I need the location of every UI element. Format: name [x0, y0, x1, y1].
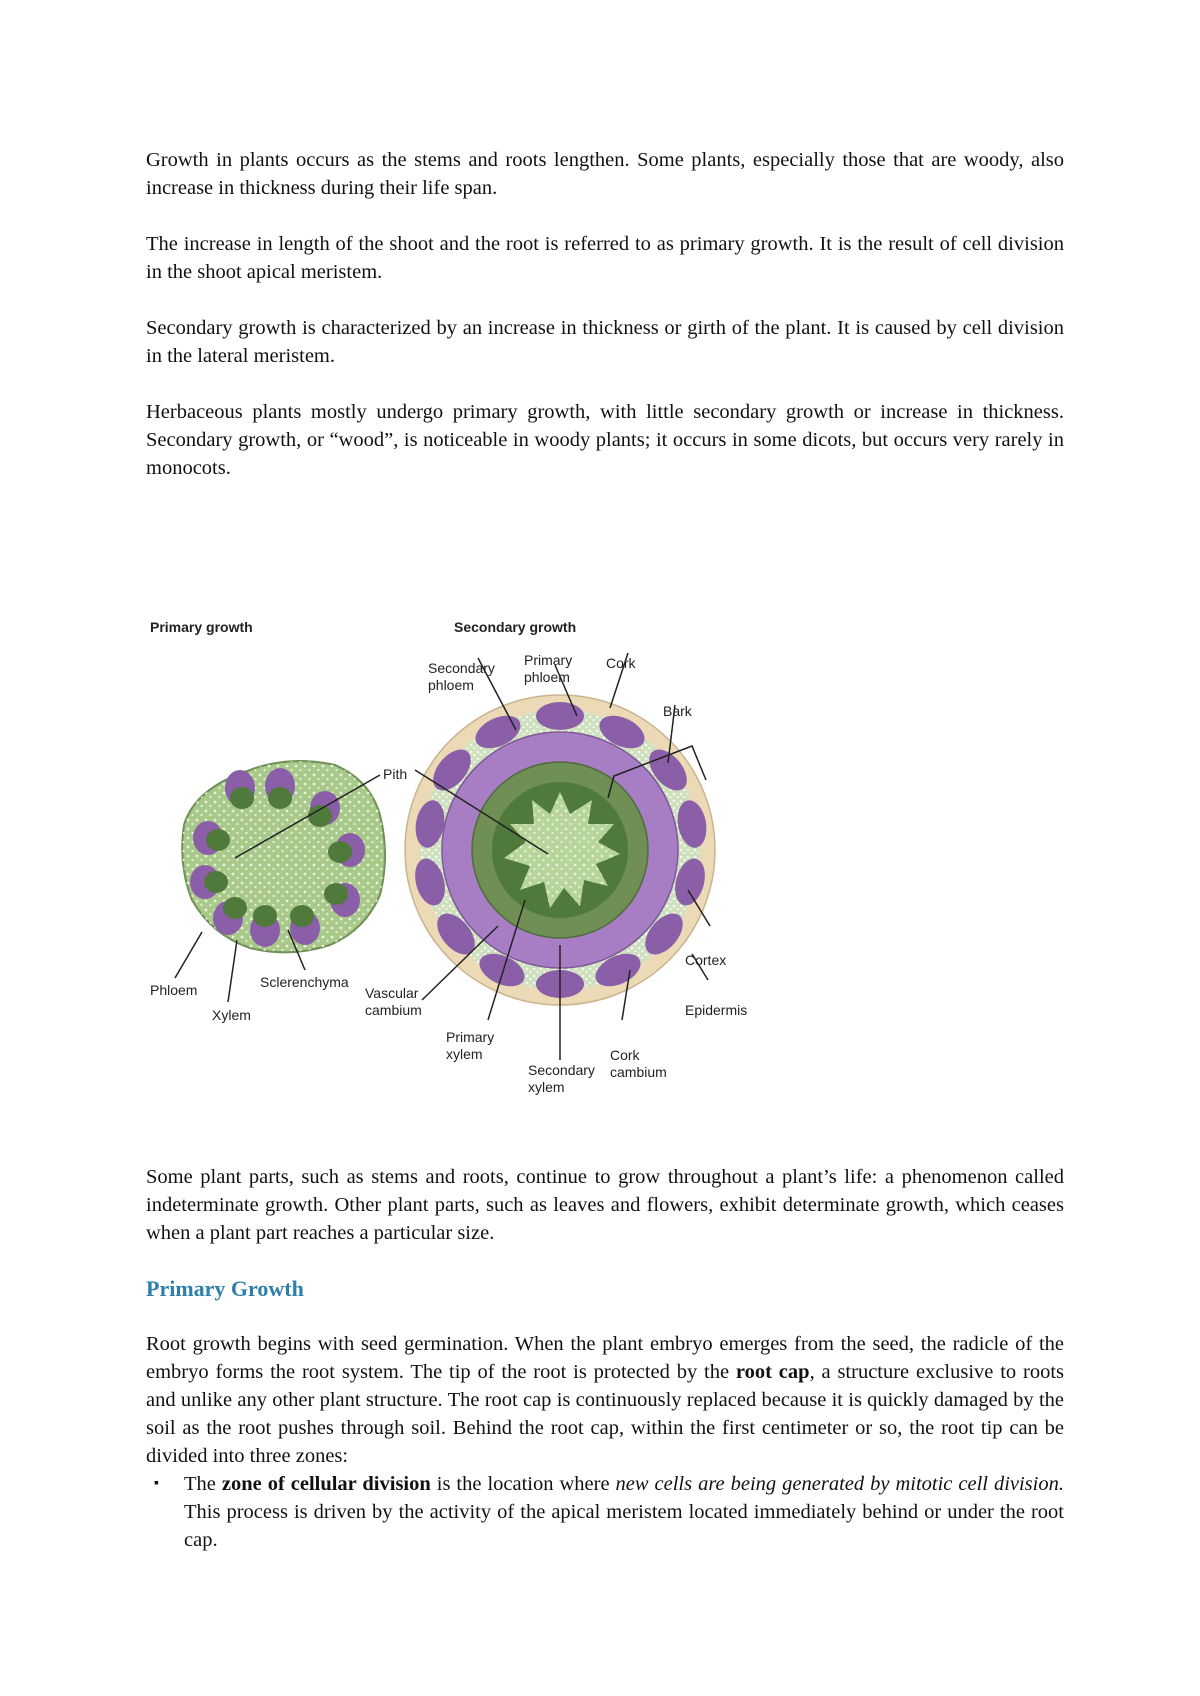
growth-diagram — [140, 610, 800, 1125]
paragraph-herbaceous: Herbaceous plants mostly undergo primary growth, with little secondary growth or increase in thickness. Secondary growth, or “wood”, is noticeable in woody plants; it occurs in some dicots, but occurs very rarely in monocots. — [146, 401, 1064, 479]
label-cortex: Cortex — [685, 952, 727, 968]
paragraph-indeterminate-growth: Some plant parts, such as stems and roots, continue to grow throughout a plant’s life: a phenomenon called indeterminate growth. Other plant parts, such as leaves and flowers, exhibit determinate growth, which ceases when a plant part reaches a particular size. — [146, 1166, 1064, 1244]
label-sclerenchyma: Sclerenchyma — [260, 974, 349, 990]
paragraph-growth-intro: Growth in plants occurs as the stems and roots lengthen. Some plants, especially those that are woody, also increase in thickness during their life span. — [146, 149, 1064, 199]
primary-growth-title: Primary growth — [150, 619, 253, 635]
bullet-square-icon: ▪ — [154, 1476, 159, 1491]
paragraph-root-growth: Root growth begins with seed germination. When the plant embryo emerges from the seed, the radicle of the embryo forms the root system. The tip of the root is protected by the root cap, a structure exclusive to roots and unlike any other plant structure. The root cap is continuously replaced because it is quickly damaged by the soil as the root pushes through soil. Behind the root cap, within the first centimeter or so, the root tip can be divided into three zones: — [146, 1333, 1064, 1467]
label-primary-xylem-1: Primary — [446, 1029, 495, 1045]
label-secondary-phloem-2: phloem — [428, 677, 474, 693]
label-cork-cambium-1: Cork — [610, 1047, 640, 1063]
secondary-growth-title: Secondary growth — [454, 619, 577, 635]
label-primary-phloem-1: Primary — [524, 652, 573, 668]
label-vascular-cambium-1: Vascular — [365, 985, 419, 1001]
label-secondary-xylem-2: xylem — [528, 1079, 565, 1095]
label-phloem: Phloem — [150, 982, 198, 998]
label-epidermis: Epidermis — [685, 1002, 748, 1018]
label-secondary-phloem-1: Secondary — [428, 660, 495, 676]
label-primary-phloem-2: phloem — [524, 669, 570, 685]
label-primary-xylem-2: xylem — [446, 1046, 483, 1062]
paragraph-secondary-growth: Secondary growth is characterized by an increase in thickness or girth of the plant. It is caused by cell division in the lateral meristem. — [146, 317, 1064, 367]
paragraph-primary-growth: The increase in length of the shoot and the root is referred to as primary growth. It is the result of cell division in the shoot apical meristem. — [146, 233, 1064, 283]
growth-diagram-svg — [140, 610, 800, 1120]
heading-primary-growth: Primary Growth — [146, 1276, 304, 1301]
label-bark: Bark — [663, 703, 692, 719]
label-cork-cambium-2: cambium — [610, 1064, 667, 1080]
label-xylem: Xylem — [212, 1007, 251, 1023]
label-pith: Pith — [383, 766, 408, 782]
label-secondary-xylem-1: Secondary — [528, 1062, 595, 1078]
label-cork: Cork — [606, 655, 636, 671]
bullet-text: The zone of cellular division is the location where new cells are being generated by mitotic cell division. This process is driven by the activity of the apical meristem located immediately behind or under the root cap. — [184, 1473, 1064, 1551]
label-vascular-cambium-2: cambium — [365, 1002, 422, 1018]
